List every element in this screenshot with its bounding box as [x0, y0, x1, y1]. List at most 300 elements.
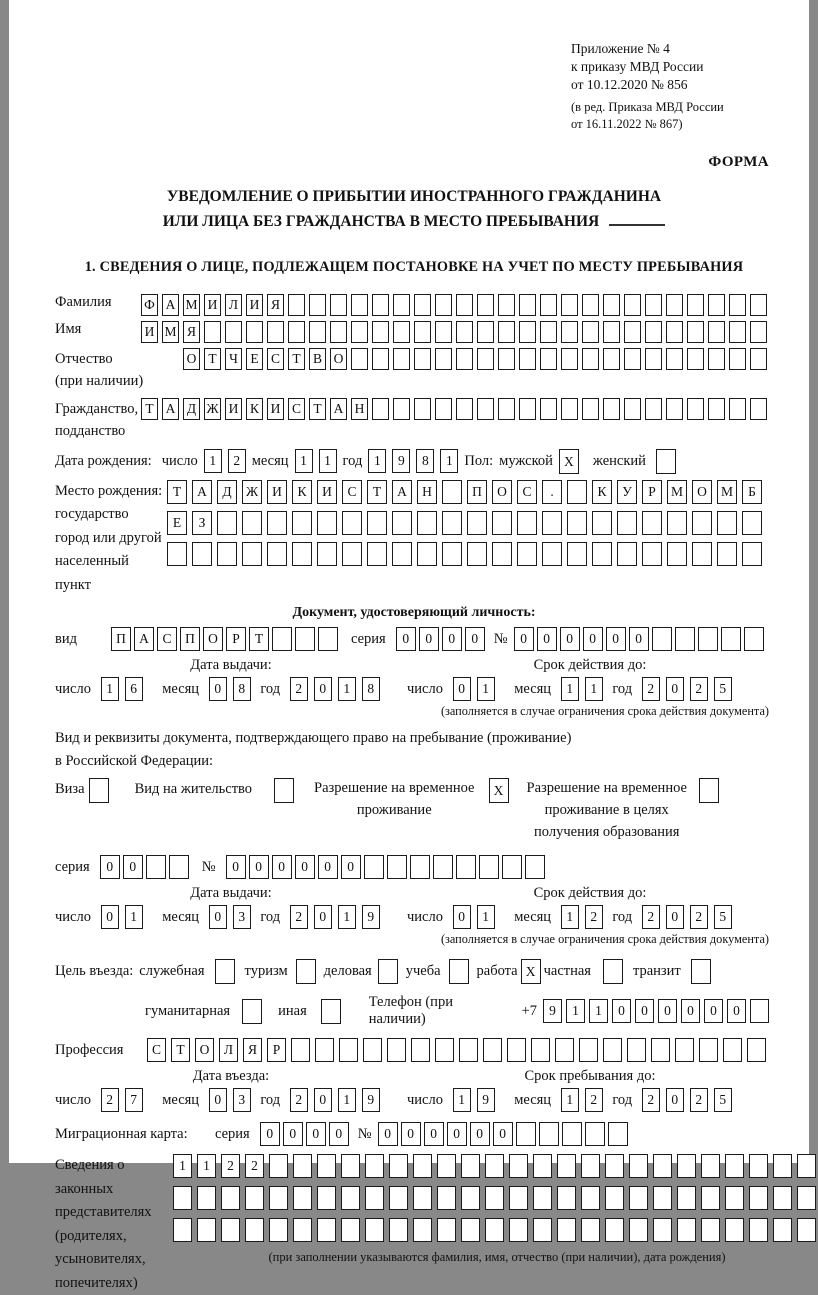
form-cell — [603, 321, 620, 343]
form-cell: 1 — [566, 999, 585, 1023]
form-cell — [435, 321, 452, 343]
form-cell: 1 — [561, 905, 579, 929]
form-cell — [351, 348, 368, 370]
form-cell — [372, 398, 389, 420]
form-cell — [467, 511, 487, 535]
form-cell — [725, 1186, 744, 1210]
form-cell — [330, 321, 347, 343]
form-cell — [498, 398, 515, 420]
form-cell: 1 — [197, 1154, 216, 1178]
form-cell — [542, 511, 562, 535]
migration-series-cells — [260, 1122, 352, 1146]
series-label: серия — [351, 630, 386, 647]
form-cell — [417, 511, 437, 535]
form-cell — [675, 1038, 694, 1062]
form-cell — [624, 348, 641, 370]
form-cell: А — [134, 627, 154, 651]
form-cell — [581, 1154, 600, 1178]
issue-month-cells — [209, 905, 257, 929]
month-label: месяц — [162, 908, 200, 925]
form-cell — [691, 959, 711, 984]
form-cell: А — [392, 480, 412, 504]
form-cell: 0 — [314, 905, 332, 929]
header-line: от 10.12.2020 № 856 — [571, 77, 688, 93]
form-cell: С — [157, 627, 177, 651]
form-cell — [267, 511, 287, 535]
form-cell — [687, 348, 704, 370]
form-cell: 0 — [606, 627, 626, 651]
form-cell: К — [592, 480, 612, 504]
form-cell: Н — [351, 398, 368, 420]
form-cell — [645, 348, 662, 370]
form-cell: 5 — [714, 905, 732, 929]
form-cell — [217, 542, 237, 566]
form-cell: Р — [267, 1038, 286, 1062]
form-cell: А — [330, 398, 347, 420]
purpose-other-checkbox — [321, 999, 341, 1024]
form-cell: Я — [183, 321, 200, 343]
surname-label: Фамилия — [55, 294, 112, 310]
doc-type-cells — [111, 627, 341, 651]
form-cell: 1 — [319, 449, 337, 473]
header-line-small: от 16.11.2022 № 867) — [571, 116, 683, 131]
day-label: число — [55, 908, 91, 925]
form-cell: 9 — [362, 1088, 380, 1112]
form-cell — [651, 1038, 670, 1062]
form-cell — [645, 398, 662, 420]
form-cell: 9 — [477, 1088, 495, 1112]
form-cell — [585, 1122, 605, 1146]
form-cell: 0 — [209, 1088, 227, 1112]
month-label: месяц — [514, 1091, 552, 1108]
form-cell — [677, 1154, 696, 1178]
form-cell — [540, 321, 557, 343]
form-cell: 1 — [589, 999, 608, 1023]
form-cell — [413, 1186, 432, 1210]
form-cell — [204, 321, 221, 343]
form-cell — [393, 398, 410, 420]
residence-permit-checkbox — [274, 778, 294, 803]
form-cell — [387, 1038, 406, 1062]
patronymic-cells — [183, 348, 771, 370]
entry-day-cells — [101, 1088, 149, 1112]
form-cell — [562, 1122, 582, 1146]
form-cell — [708, 321, 725, 343]
issue-year-cells — [290, 677, 386, 701]
purpose-official-checkbox — [215, 959, 235, 984]
issue-month-cells — [209, 677, 257, 701]
form-cell: Я — [267, 294, 284, 316]
purpose-business-checkbox — [378, 959, 398, 984]
form-cell: 0 — [424, 1122, 444, 1146]
form-cell: П — [467, 480, 487, 504]
form-cell: 0 — [378, 1122, 398, 1146]
form-cell: 2 — [290, 905, 308, 929]
form-cell — [378, 959, 398, 984]
form-cell: И — [267, 398, 284, 420]
form-cell: Е — [167, 511, 187, 535]
form-cell — [666, 398, 683, 420]
form-cell: 0 — [341, 855, 361, 879]
residence-permit-label: Вид на жительство — [134, 781, 253, 798]
year-label: год — [260, 1091, 281, 1108]
form-cell — [608, 1122, 628, 1146]
forma-label: ФОРМА — [708, 154, 769, 171]
form-cell — [723, 1038, 742, 1062]
form-cell: 1 — [338, 677, 356, 701]
representatives-row1 — [173, 1154, 818, 1178]
form-cell: 2 — [642, 1088, 660, 1112]
form-cell: 1 — [561, 677, 579, 701]
valid-month-cells — [561, 677, 609, 701]
form-cell: Д — [183, 398, 200, 420]
issue-year-cells — [290, 905, 386, 929]
form-cell — [89, 778, 109, 803]
form-cell — [274, 778, 294, 803]
form-cell: Т — [141, 398, 158, 420]
validity-note: (заполняется в случае ограничения срока действия документа) — [440, 704, 769, 719]
form-cell — [701, 1186, 720, 1210]
form-cell: 2 — [585, 1088, 603, 1112]
form-cell — [267, 542, 287, 566]
form-title-line2: ИЛИ ЛИЦА БЕЗ ГРАЖДАНСТВА В МЕСТО ПРЕБЫВАНИЯ — [55, 210, 773, 235]
form-cell: М — [183, 294, 200, 316]
form-cell: О — [492, 480, 512, 504]
form-cell: 2 — [290, 677, 308, 701]
form-cell — [317, 511, 337, 535]
issue-day-cells — [101, 677, 149, 701]
form-title-line1: УВЕДОМЛЕНИЕ О ПРИБЫТИИ ИНОСТРАННОГО ГРАЖДАНИНА — [166, 188, 662, 206]
form-cell: 0 — [666, 1088, 684, 1112]
form-cell — [477, 398, 494, 420]
form-cell — [603, 348, 620, 370]
doc-number-cells — [514, 627, 767, 651]
residence-doc-series-row — [55, 855, 773, 879]
form-cell — [342, 542, 362, 566]
form-cell: 2 — [221, 1154, 240, 1178]
month-label: месяц — [514, 908, 552, 925]
representatives-note: (при заполнении указываются фамилия, имя, отчество (при наличии), дата рождения) — [268, 1250, 726, 1265]
day-label: число — [407, 680, 443, 697]
form-cell — [169, 855, 189, 879]
form-cell — [414, 348, 431, 370]
edu-permit-checkbox — [699, 778, 719, 803]
form-cell: 1 — [204, 449, 222, 473]
number-label: № — [357, 1125, 372, 1142]
form-cell: 2 — [228, 449, 246, 473]
form-cell — [410, 855, 430, 879]
sex-label: Пол: — [464, 452, 494, 469]
form-cell — [531, 1038, 550, 1062]
form-cell — [485, 1218, 504, 1242]
arrival-notification-form — [9, 0, 809, 1291]
purpose-study-checkbox — [449, 959, 469, 984]
form-cell: Т — [367, 480, 387, 504]
form-cell — [365, 1154, 384, 1178]
form-cell — [542, 542, 562, 566]
form-cell — [339, 1038, 358, 1062]
form-cell — [437, 1154, 456, 1178]
form-cell — [579, 1038, 598, 1062]
form-cell — [797, 1186, 816, 1210]
form-cell: 9 — [543, 999, 562, 1023]
form-cell — [293, 1186, 312, 1210]
form-cell — [605, 1186, 624, 1210]
form-cell — [485, 1154, 504, 1178]
form-cell: 1 — [338, 905, 356, 929]
form-cell: 0 — [260, 1122, 280, 1146]
male-checkbox — [559, 449, 579, 474]
form-cell — [561, 348, 578, 370]
stay-year-cells — [642, 1088, 738, 1112]
form-cell — [292, 511, 312, 535]
form-cell — [321, 999, 341, 1024]
form-cell: Т — [309, 398, 326, 420]
form-cell — [797, 1154, 816, 1178]
form-cell — [797, 1218, 816, 1242]
form-cell: 1 — [561, 1088, 579, 1112]
form-cell — [479, 855, 499, 879]
year-label: год — [260, 680, 281, 697]
form-cell: М — [667, 480, 687, 504]
form-cell — [519, 398, 536, 420]
form-cell — [645, 321, 662, 343]
form-cell: Е — [246, 348, 263, 370]
migration-card-row — [55, 1122, 773, 1146]
form-cell: Ж — [204, 398, 221, 420]
form-cell: 0 — [704, 999, 723, 1023]
form-cell — [330, 294, 347, 316]
form-cell — [242, 542, 262, 566]
form-cell — [656, 449, 676, 474]
form-cell: X — [559, 449, 579, 474]
form-cell: О — [692, 480, 712, 504]
form-cell: Ч — [225, 348, 242, 370]
form-cell — [667, 542, 687, 566]
issue-day-cells — [101, 905, 149, 929]
document-header — [571, 40, 771, 132]
form-cell — [603, 294, 620, 316]
form-cell: Ф — [141, 294, 158, 316]
form-cell — [363, 1038, 382, 1062]
birth-place-row3 — [167, 542, 767, 566]
form-cell: 0 — [658, 999, 677, 1023]
form-cell: 0 — [314, 677, 332, 701]
form-cell: 1 — [477, 905, 495, 929]
form-cell — [750, 321, 767, 343]
form-cell: 0 — [442, 627, 462, 651]
visa-checkbox — [89, 778, 109, 803]
patronymic-label: Отчество (при наличии) — [55, 351, 144, 390]
form-cell — [677, 1186, 696, 1210]
form-cell: Я — [243, 1038, 262, 1062]
stay-until-heading: Срок пребывания до: — [524, 1068, 656, 1085]
form-cell: 1 — [368, 449, 386, 473]
form-cell — [561, 294, 578, 316]
form-cell: П — [111, 627, 131, 651]
issue-date-heading: Дата выдачи: — [190, 885, 272, 902]
form-cell: 5 — [714, 677, 732, 701]
form-cell — [557, 1218, 576, 1242]
form-cell: 0 — [209, 677, 227, 701]
form-cell — [342, 511, 362, 535]
form-cell: 0 — [666, 905, 684, 929]
residence-series-cells — [100, 855, 192, 879]
form-cell: С — [267, 348, 284, 370]
form-cell — [389, 1154, 408, 1178]
valid-month-cells — [561, 905, 609, 929]
form-cell — [318, 627, 338, 651]
profession-label: Профессия — [55, 1041, 124, 1058]
form-cell: 0 — [493, 1122, 513, 1146]
form-cell — [517, 511, 537, 535]
form-cell: 3 — [233, 1088, 251, 1112]
form-cell: Н — [417, 480, 437, 504]
residence-doc-heading: Вид и реквизиты документа, подтверждающего право на пребывание (проживание) в Российской Федерации: — [55, 730, 572, 769]
form-cell — [221, 1218, 240, 1242]
form-cell — [295, 627, 315, 651]
form-cell: 8 — [233, 677, 251, 701]
form-cell: 0 — [447, 1122, 467, 1146]
form-cell — [653, 1218, 672, 1242]
form-cell — [167, 542, 187, 566]
form-cell: 0 — [100, 855, 120, 879]
form-cell: 1 — [477, 677, 495, 701]
form-cell: 5 — [714, 1088, 732, 1112]
purpose-option-label: учеба — [405, 963, 441, 980]
form-cell: 1 — [585, 677, 603, 701]
year-label: год — [342, 452, 363, 469]
purpose-option-label: деловая — [323, 963, 372, 980]
form-cell — [773, 1154, 792, 1178]
form-cell — [539, 1122, 559, 1146]
form-cell: С — [147, 1038, 166, 1062]
form-cell: 1 — [173, 1154, 192, 1178]
form-cell: Т — [167, 480, 187, 504]
form-cell — [675, 627, 695, 651]
form-cell — [666, 348, 683, 370]
form-cell — [372, 294, 389, 316]
form-cell: А — [162, 294, 179, 316]
form-cell: Т — [171, 1038, 190, 1062]
name-row — [55, 321, 773, 343]
form-cell: 0 — [209, 905, 227, 929]
form-cell: 2 — [290, 1088, 308, 1112]
form-cell — [433, 855, 453, 879]
form-cell: 1 — [453, 1088, 471, 1112]
form-cell — [365, 1218, 384, 1242]
form-cell — [708, 398, 725, 420]
form-cell — [293, 1154, 312, 1178]
form-cell: 2 — [585, 905, 603, 929]
form-cell — [567, 480, 587, 504]
form-cell: 8 — [362, 677, 380, 701]
form-cell: П — [180, 627, 200, 651]
form-cell — [525, 855, 545, 879]
form-cell — [509, 1218, 528, 1242]
migration-number-cells — [378, 1122, 631, 1146]
temp-permit-checkbox — [489, 778, 509, 803]
form-cell — [666, 321, 683, 343]
form-cell — [435, 1038, 454, 1062]
form-cell: О — [330, 348, 347, 370]
month-label: месяц — [162, 680, 200, 697]
entry-date-heading: Дата въезда: — [192, 1068, 270, 1085]
form-title — [55, 185, 773, 235]
year-label: год — [612, 908, 633, 925]
form-cell — [729, 348, 746, 370]
form-cell — [742, 511, 762, 535]
entry-year-cells — [290, 1088, 386, 1112]
form-cell — [557, 1186, 576, 1210]
form-cell — [692, 511, 712, 535]
form-cell — [519, 321, 536, 343]
form-cell: 1 — [295, 449, 313, 473]
form-cell — [642, 511, 662, 535]
profession-row — [55, 1038, 773, 1062]
form-cell — [603, 398, 620, 420]
form-cell — [317, 1186, 336, 1210]
form-cell: 3 — [233, 905, 251, 929]
doc-type-label: вид — [55, 630, 77, 647]
form-cell: X — [521, 959, 541, 984]
form-cell: Л — [225, 294, 242, 316]
form-cell — [749, 1186, 768, 1210]
form-cell — [437, 1186, 456, 1210]
residence-doc-types — [55, 778, 773, 843]
form-cell — [701, 1154, 720, 1178]
form-cell — [341, 1154, 360, 1178]
header-line: к приказу МВД России — [571, 59, 704, 75]
form-cell — [456, 321, 473, 343]
form-cell: 0 — [226, 855, 246, 879]
form-cell: О — [183, 348, 200, 370]
visa-label: Виза — [55, 781, 85, 798]
form-cell — [477, 348, 494, 370]
form-cell — [392, 542, 412, 566]
purpose-option-label: служебная — [139, 963, 205, 980]
form-cell: К — [292, 480, 312, 504]
form-cell — [245, 1186, 264, 1210]
birth-date-label: Дата рождения: — [55, 452, 152, 469]
entry-month-cells — [209, 1088, 257, 1112]
form-cell — [729, 294, 746, 316]
form-cell: 0 — [453, 677, 471, 701]
form-cell — [624, 294, 641, 316]
form-cell: 6 — [125, 677, 143, 701]
day-label: число — [407, 908, 443, 925]
form-cell: И — [246, 294, 263, 316]
birth-place-block — [55, 480, 773, 597]
form-cell: И — [267, 480, 287, 504]
form-cell — [581, 1218, 600, 1242]
birth-place-row1 — [167, 480, 767, 504]
male-label: мужской — [499, 452, 553, 469]
form-cell: Р — [642, 480, 662, 504]
name-label: Имя — [55, 321, 82, 337]
form-cell: И — [204, 294, 221, 316]
form-cell — [582, 294, 599, 316]
form-cell — [217, 511, 237, 535]
form-cell — [246, 321, 263, 343]
form-cell — [617, 511, 637, 535]
form-cell — [750, 348, 767, 370]
valid-until-heading: Срок действия до: — [533, 657, 647, 674]
form-cell — [477, 294, 494, 316]
form-cell — [725, 1154, 744, 1178]
purpose-option-label: работа — [476, 963, 518, 980]
series-label: серия — [55, 858, 90, 875]
